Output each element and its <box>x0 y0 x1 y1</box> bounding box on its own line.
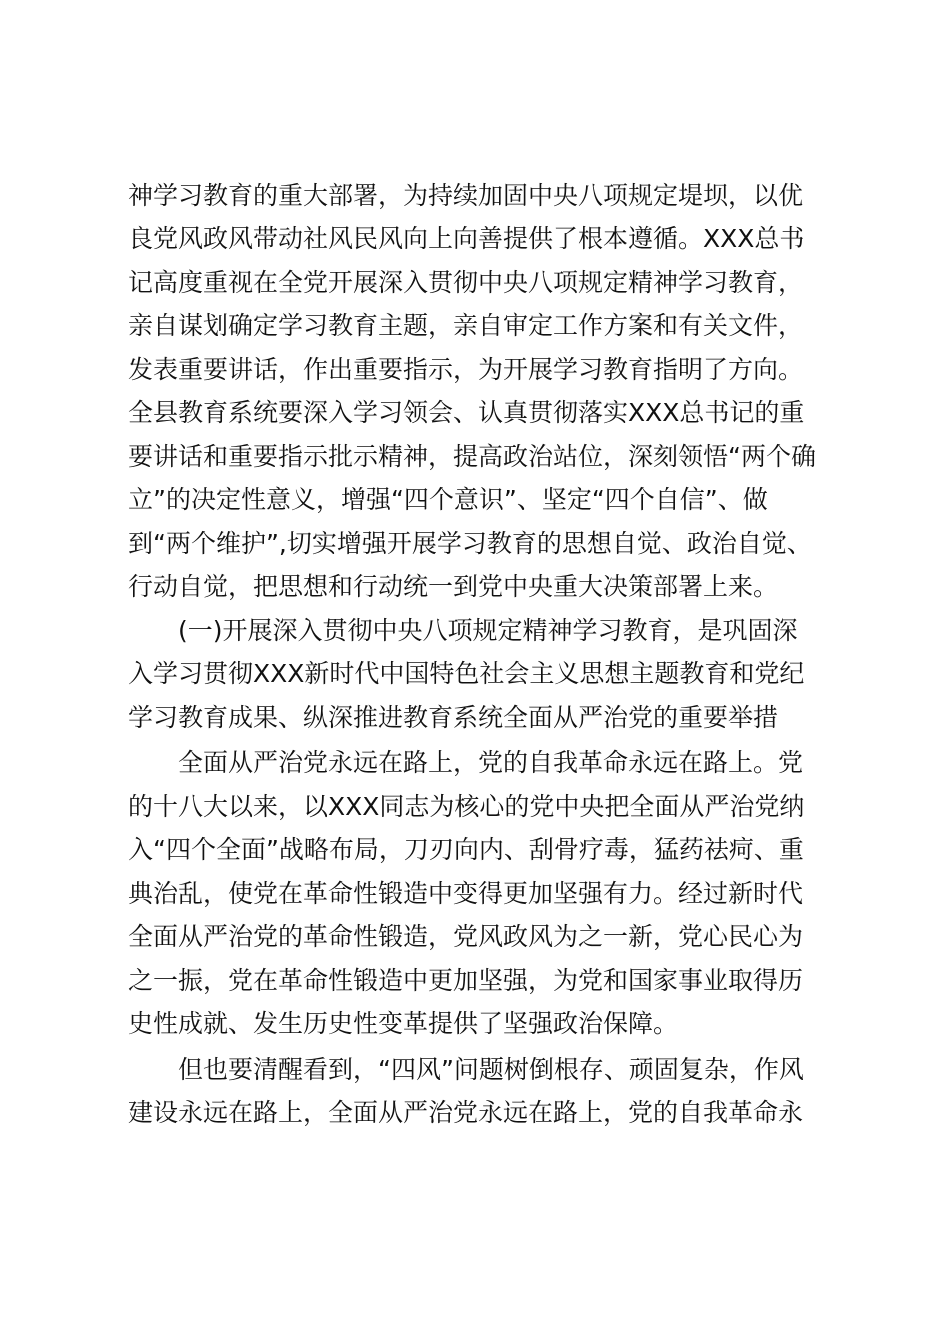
text-line: 神学习教育的重大部署，为持续加固中央八项规定堤坝，以优 <box>128 181 804 210</box>
text-line: 行动自觉，把思想和行动统一到党中央重大决策部署上来。 <box>128 572 779 601</box>
text-line: 良党风政风带动社风民风向上向善提供了根本遵循。XXX总书 <box>128 224 805 253</box>
text-line: 典治乱，使党在革命性锻造中变得更加坚强有力。经过新时代 <box>128 879 804 908</box>
text-line: 全面从严治党的革命性锻造，党风政风为之一新，党心民心为 <box>128 922 804 951</box>
text-line: 入“四个全面”战略布局，刀刃向内、刮骨疗毒，猛药祛疴、重 <box>128 835 804 864</box>
text-line: 全面从严治党永远在路上，党的自我革命永远在路上。党 <box>178 748 804 777</box>
text-line: 全县教育系统要深入学习领会、认真贯彻落实XXX总书记的重 <box>128 398 805 427</box>
text-line: 记高度重视在全党开展深入贯彻中央八项规定精神学习教育， <box>128 268 804 297</box>
section-heading-line: (一)开展深入贯彻中央八项规定精神学习教育，是巩固深 <box>178 616 798 645</box>
text-line: 亲自谋划确定学习教育主题，亲自审定工作方案和有关文件， <box>128 311 804 340</box>
text-line: 但也要清醒看到，“四风”问题树倒根存、顽固复杂，作风 <box>178 1055 804 1084</box>
text-line: 建设永远在路上，全面从严治党永远在路上，党的自我革命永 <box>128 1098 804 1127</box>
text-line: 立”的决定性意义，增强“四个意识”、坚定“四个自信”、做 <box>128 485 768 514</box>
section-heading-line: 学习教育成果、纵深推进教育系统全面从严治党的重要举措 <box>128 703 779 732</box>
text-line: 到“两个维护”,切实增强开展学习教育的思想自觉、政治自觉、 <box>128 529 812 558</box>
text-line: 史性成就、发生历史性变革提供了坚强政治保障。 <box>128 1009 679 1038</box>
text-line: 发表重要讲话，作出重要指示，为开展学习教育指明了方向。 <box>128 355 804 384</box>
text-line: 要讲话和重要指示批示精神，提高政治站位，深刻领悟“两个确 <box>128 442 816 471</box>
text-line: 的十八大以来，以XXX同志为核心的党中央把全面从严治党纳 <box>128 792 805 821</box>
section-heading-line: 入学习贯彻XXX新时代中国特色社会主义思想主题教育和党纪 <box>128 659 805 688</box>
text-line: 之一振，党在革命性锻造中更加坚强，为党和国家事业取得历 <box>128 966 804 995</box>
